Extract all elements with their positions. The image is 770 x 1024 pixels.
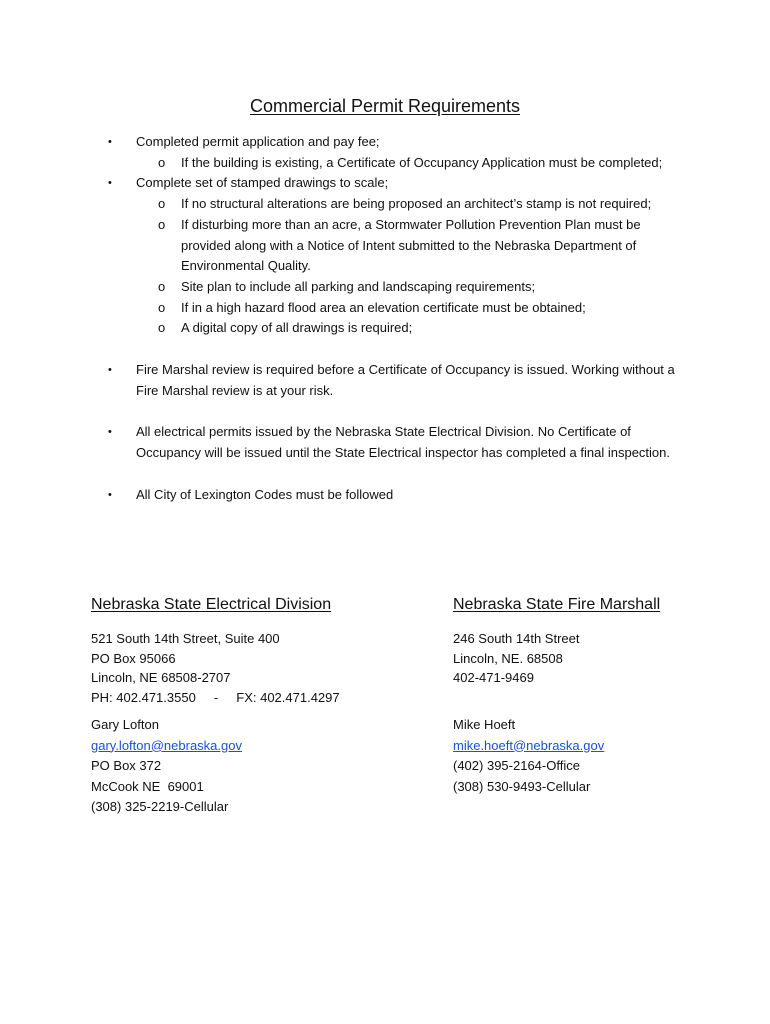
- sub-requirement-text: If in a high hazard flood area an elevation certificate must be obtained;: [181, 299, 586, 315]
- address-line: Lincoln, NE 68508-2707: [91, 670, 231, 685]
- phone-line: 402-471-9469: [453, 670, 534, 685]
- address-line: Lincoln, NE. 68508: [453, 650, 563, 666]
- contact-city: McCook NE 69001: [91, 778, 204, 794]
- circle-bullet-icon: o: [158, 216, 166, 232]
- sub-requirement-item: [136, 215, 686, 277]
- contact-email-link[interactable]: mike.hoeft@nebraska.gov: [453, 737, 605, 753]
- page-title: [0, 94, 770, 118]
- sub-requirement-item: [136, 194, 686, 215]
- bullet-icon: •: [108, 364, 112, 377]
- fire-office-address: [453, 629, 579, 688]
- sub-requirements-list: [136, 153, 686, 174]
- sub-requirement-item: [136, 318, 686, 339]
- bullet-icon: •: [108, 177, 112, 190]
- requirements-list: [0, 132, 770, 506]
- circle-bullet-icon: o: [158, 278, 166, 294]
- requirement-item: [0, 360, 686, 401]
- circle-bullet-icon: o: [158, 196, 166, 212]
- bullet-icon: •: [108, 426, 112, 439]
- requirement-text: All City of Lexington Codes must be followed: [136, 486, 394, 502]
- list-spacer: [0, 401, 770, 422]
- address-line: 246 South 14th Street: [453, 631, 580, 646]
- electrical-contact: [91, 715, 242, 818]
- requirement-text: All electrical permits issued by the Nebraska State Electrical Division. No Certificate of Occupancy will be issued until the State Electrical inspector has completed a final inspection.: [136, 424, 671, 461]
- fire-marshall-heading: Nebraska State Fire Marshall: [453, 596, 661, 613]
- electrical-division-heading: Nebraska State Electrical Division: [91, 596, 332, 613]
- contact-email-link[interactable]: gary.lofton@nebraska.gov: [91, 737, 242, 753]
- contact-office-phone: (402) 395-2164-Office: [453, 758, 580, 773]
- contact-name: Mike Hoeft: [453, 717, 516, 732]
- sub-requirement-text: If disturbing more than an acre, a Stormwater Pollution Prevention Plan must be provided along with a Notice of Intent submitted to the Nebraska Department of Environmental Quality.: [181, 216, 641, 274]
- sub-requirement-text: If the building is existing, a Certificate of Occupancy Application must be completed;: [181, 154, 663, 170]
- requirement-item: [0, 132, 686, 173]
- requirement-item: [0, 485, 686, 506]
- requirement-text: Fire Marshal review is required before a Certificate of Occupancy is issued. Working without a Fire Marshal review is at your risk.: [136, 362, 675, 398]
- sub-requirement-item: [136, 153, 686, 174]
- page-title-text: Commercial Permit Requirements: [249, 96, 521, 116]
- address-line: PO Box 95066: [91, 650, 176, 666]
- requirement-item: [0, 422, 686, 463]
- circle-bullet-icon: o: [158, 320, 166, 336]
- address-line: 521 South 14th Street, Suite 400: [91, 631, 280, 646]
- contact-phone: (308) 325-2219-Cellular: [91, 799, 229, 814]
- circle-bullet-icon: o: [158, 154, 166, 170]
- sub-requirement-text: Site plan to include all parking and landscaping requirements;: [181, 278, 536, 294]
- list-spacer: [0, 464, 770, 485]
- requirement-text: Completed permit application and pay fee;: [136, 134, 380, 149]
- circle-bullet-icon: o: [158, 299, 166, 315]
- phone-fax-line: PH: 402.471.3550 - FX: 402.471.4297: [91, 689, 340, 705]
- bullet-icon: •: [108, 488, 112, 501]
- sub-requirement-text: A digital copy of all drawings is required;: [181, 320, 413, 336]
- requirement-item: [0, 173, 686, 339]
- contact-cell-phone: (308) 530-9493-Cellular: [453, 778, 591, 794]
- bullet-icon: •: [108, 136, 112, 148]
- sub-requirement-item: [136, 277, 686, 298]
- requirement-text: Complete set of stamped drawings to scale;: [136, 175, 389, 191]
- contact-name: Gary Lofton: [91, 717, 159, 732]
- electrical-office-address: [91, 629, 340, 707]
- sub-requirements-list: [136, 194, 686, 339]
- contact-po-box: PO Box 372: [91, 758, 162, 773]
- fire-contact: [453, 715, 604, 797]
- sub-requirement-text: If no structural alterations are being proposed an architect’s stamp is not required;: [181, 196, 652, 212]
- sub-requirement-item: [136, 298, 686, 319]
- list-spacer: [0, 339, 770, 360]
